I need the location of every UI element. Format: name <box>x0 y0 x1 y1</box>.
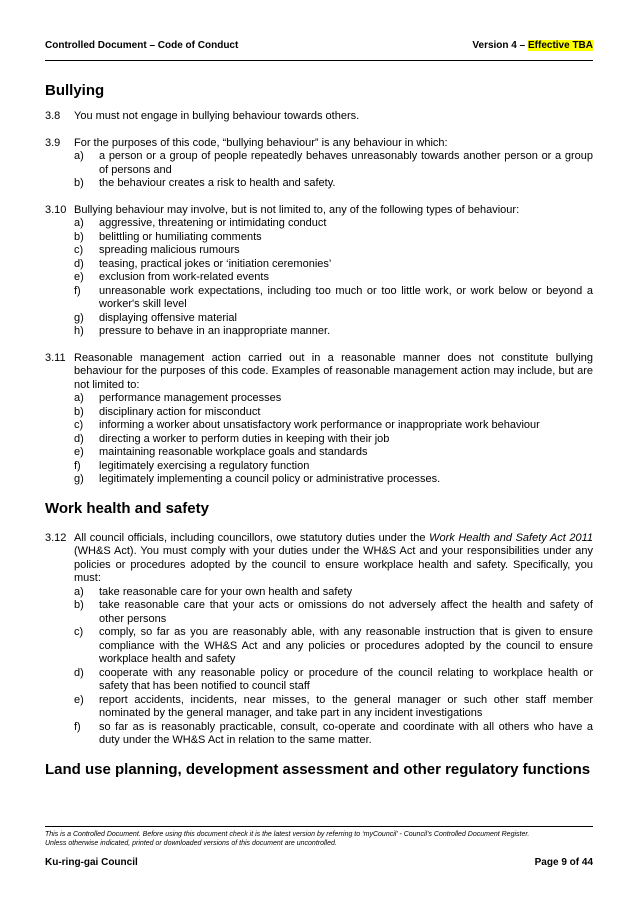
list-item <box>74 433 593 447</box>
list-text: report accidents, incidents, near misses, to the general manager or such other staff member nominated by the general manager, and take part in any incident investigations <box>99 693 593 719</box>
list-item <box>74 667 593 694</box>
list-text: directing a worker to perform duties in keeping with their job <box>99 432 390 445</box>
list-text: a person or a group of people repeatedly behaves unreasonably towards another person or a group of persons and <box>99 150 593 176</box>
organization-name: Ku-ring-gai Council <box>45 857 138 868</box>
list-item <box>74 694 593 721</box>
list-item <box>74 312 593 326</box>
act-title: Work Health and Safety Act 2011 <box>429 531 594 544</box>
list-letter: f) <box>74 459 81 472</box>
list-item <box>74 460 593 474</box>
clause-list <box>74 217 593 339</box>
clause-3-9 <box>45 137 593 191</box>
list-text: legitimately exercising a regulatory function <box>99 459 310 472</box>
clause-number: 3.11 <box>45 351 66 364</box>
clause-list <box>74 392 593 487</box>
page-content <box>45 82 593 779</box>
list-letter: h) <box>74 325 84 337</box>
list-text: performance management processes <box>99 392 282 404</box>
clause-list <box>74 150 593 191</box>
list-text: comply, so far as you are reasonably able, with any reasonable instruction that is given to ensure compliance with the WH&S Act and any policies or procedures adopted by the council to ensure workplace health and safety <box>99 626 593 665</box>
version-text: Version 4 – <box>472 40 528 51</box>
list-item <box>74 244 593 258</box>
clause-text-post: (WH&S Act). You must comply with your duties under the WH&S Act and your responsibilities under any policies or procedures adopted by the council to ensure workplace health and safety. Specifically, you must: <box>74 545 593 584</box>
list-text: displaying offensive material <box>99 311 237 324</box>
clause-text: For the purposes of this code, “bullying behaviour” is any behaviour in which: <box>74 136 448 149</box>
clause-number: 3.8 <box>45 110 61 122</box>
heading-land-use-planning: Land use planning, development assessment and other regulatory functions <box>45 760 591 778</box>
list-item <box>74 285 593 312</box>
list-text: cooperate with any reasonable policy or procedure of the council relating to workplace health or safety that has been notified to council staff <box>99 666 593 692</box>
page-number: Page 9 of 44 <box>534 857 593 868</box>
clause-3-12 <box>45 532 593 748</box>
list-text: aggressive, threatening or intimidating conduct <box>99 217 327 229</box>
list-text: maintaining reasonable workplace goals and standards <box>99 446 368 458</box>
list-letter: e) <box>74 271 84 283</box>
list-item <box>74 177 593 191</box>
clause-3-8 <box>45 110 593 124</box>
page-header <box>45 40 593 61</box>
list-letter: a) <box>74 150 84 162</box>
list-text: belittling or humiliating comments <box>99 230 262 243</box>
list-letter: g) <box>74 473 84 485</box>
list-letter: d) <box>74 257 84 270</box>
list-letter: a) <box>74 585 84 598</box>
footer-bottom <box>45 857 593 871</box>
list-letter: c) <box>74 626 84 638</box>
disclaimer-line-1: This is a Controlled Document. Before using this document check it is the latest version by referring to ‘myCouncil’ - Council’s Controlled Document Register. <box>45 831 530 838</box>
clause-text-pre: All council officials, including councillors, owe statutory duties under the <box>74 531 430 544</box>
list-text: take reasonable care that your acts or omissions do not adversely affect the health and safety of other persons <box>99 599 593 625</box>
heading-work-health-safety: Work health and safety <box>45 499 209 517</box>
list-item <box>74 217 593 231</box>
list-letter: e) <box>74 693 84 706</box>
list-letter: f) <box>74 720 81 733</box>
list-text: so far as is reasonably practicable, consult, co-operate and coordinate with all others who have a duty under the WH&S Act in relation to the same matter. <box>99 720 593 746</box>
list-item <box>74 392 593 406</box>
list-text: pressure to behave in an inappropriate manner. <box>99 325 331 337</box>
list-letter: a) <box>74 217 84 229</box>
list-text: informing a worker about unsatisfactory work performance or inappropriate work behaviour <box>99 419 540 431</box>
list-item <box>74 599 593 626</box>
clause-text: Bullying behaviour may involve, but is not limited to, any of the following types of behaviour: <box>74 203 520 216</box>
list-text: unreasonable work expectations, including too much or too little work, or work below or beyond a worker's skill level <box>99 284 593 310</box>
list-text: take reasonable care for your own health and safety <box>99 585 353 598</box>
list-item <box>74 626 593 667</box>
list-item <box>74 419 593 433</box>
page-footer <box>45 826 593 871</box>
list-item <box>74 586 593 600</box>
list-letter: a) <box>74 392 84 404</box>
list-letter: d) <box>74 666 84 679</box>
list-letter: c) <box>74 419 84 431</box>
clause-list <box>74 586 593 748</box>
clause-text: You must not engage in bullying behaviour towards others. <box>74 110 360 122</box>
list-text: spreading malicious rumours <box>99 244 240 256</box>
heading-bullying: Bullying <box>45 82 105 99</box>
list-text: legitimately implementing a council policy or administrative processes. <box>99 473 441 485</box>
list-item <box>74 271 593 285</box>
list-letter: e) <box>74 446 84 458</box>
clause-number: 3.12 <box>45 531 67 544</box>
list-letter: c) <box>74 244 84 256</box>
clause-3-10 <box>45 204 593 339</box>
list-text: disciplinary action for misconduct <box>99 405 261 418</box>
list-text: the behaviour creates a risk to health and safety. <box>99 177 336 189</box>
list-letter: b) <box>74 230 84 243</box>
controlled-document-disclaimer <box>45 830 593 848</box>
list-item <box>74 325 593 339</box>
list-letter: d) <box>74 432 84 445</box>
document-title: Controlled Document – Code of Conduct <box>45 40 239 51</box>
list-item <box>74 473 593 487</box>
clause-number: 3.10 <box>45 203 67 216</box>
list-letter: b) <box>74 177 84 189</box>
list-item <box>74 446 593 460</box>
clause-text <box>74 532 593 586</box>
list-text: teasing, practical jokes or ‘initiation ceremonies’ <box>99 257 332 270</box>
list-text: exclusion from work-related events <box>99 271 269 283</box>
clause-3-11 <box>45 352 593 487</box>
list-letter: f) <box>74 284 81 297</box>
disclaimer-line-2: Unless otherwise indicated, printed or downloaded versions of this document are uncontrolled. <box>45 840 337 847</box>
list-letter: b) <box>74 599 84 611</box>
list-item <box>74 258 593 272</box>
list-item <box>74 150 593 177</box>
list-item <box>74 406 593 420</box>
clause-number: 3.9 <box>45 136 61 149</box>
list-letter: b) <box>74 405 84 418</box>
list-item <box>74 231 593 245</box>
list-item <box>74 721 593 748</box>
version-label <box>472 40 593 51</box>
clause-text: Reasonable management action carried out in a reasonable manner does not constitute bullying behaviour for the purposes of this code. Examples of reasonable management action may include, but are not limited to: <box>74 351 593 391</box>
effective-date-highlight: Effective TBA <box>527 40 593 51</box>
list-letter: g) <box>74 311 84 324</box>
